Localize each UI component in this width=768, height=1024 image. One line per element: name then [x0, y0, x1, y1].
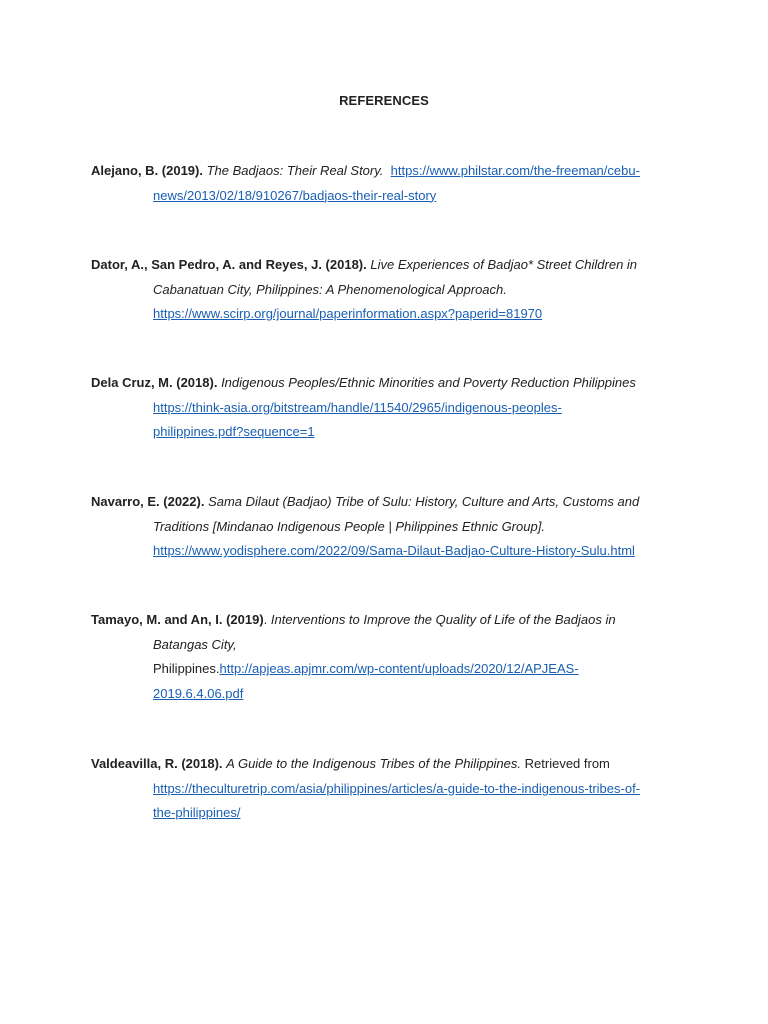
reference-author: Alejano, B. (2019). [91, 163, 203, 178]
reference-link[interactable]: https://www.philstar.com/the-freeman/cebu- [390, 163, 640, 178]
reference-author: Dela Cruz, M. (2018). [91, 375, 218, 390]
reference-title-continued: Batangas City, [153, 636, 237, 652]
reference-author: Valdeavilla, R. (2018). [91, 756, 223, 771]
reference-title-continued: Traditions [Mindanao Indigenous People | Philippines Ethnic Group]. [153, 518, 545, 534]
reference-author: Tamayo, M. and An, I. (2019) [91, 612, 264, 627]
reference-link-continued[interactable]: 2019.6.4.06.pdf [153, 685, 244, 701]
page-title: REFERENCES [339, 93, 429, 108]
reference-retrieved-from: Retrieved from [524, 756, 610, 771]
reference-author: Dator, A., San Pedro, A. and Reyes, J. (2018). [91, 257, 367, 272]
reference-entry-valdeavilla [91, 752, 681, 826]
reference-title: A Guide to the Indigenous Tribes of the Philippines. [226, 756, 522, 771]
reference-link[interactable]: https://think-asia.org/bitstream/handle/11540/2965/indigenous-peoples- [153, 399, 562, 415]
reference-title: Interventions to Improve the Quality of Life of the Badjaos in [270, 612, 616, 627]
reference-title: Live Experiences of Badjao* Street Children in [370, 257, 638, 272]
reference-entry-tamayo: Tamayo, M. and An, I. (2019). Interventions to Improve the Quality of Life of the Badjaos in Batangas City, Philippines.http://apjeas.apjmr.com/wp-content/uploads/2020/12/APJEAS- 2019.6.4.06.pdf [91, 612, 616, 701]
reference-link[interactable]: https://www.yodisphere.com/2022/09/Sama-Dilaut-Badjao-Culture-History-Sulu.html [153, 543, 635, 558]
reference-title-end: Philippines. [153, 661, 220, 676]
reference-link[interactable]: http://apjeas.apjmr.com/wp-content/uploads/2020/12/APJEAS- [219, 661, 579, 676]
reference-link-continued[interactable]: philippines.pdf?sequence=1 [153, 424, 315, 439]
reference-entry-dator [91, 253, 681, 327]
reference-entry-navarro [91, 490, 681, 564]
reference-title: Indigenous Peoples/Ethnic Minorities and Poverty Reduction Philippines [221, 375, 636, 390]
reference-link-continued[interactable]: the-philippines/ [153, 805, 241, 820]
reference-author: Navarro, E. (2022). [91, 494, 205, 509]
reference-title: Sama Dilaut (Badjao) Tribe of Sulu: History, Culture and Arts, Customs and [208, 494, 640, 509]
reference-title: The Badjaos: Their Real Story. [206, 163, 384, 178]
reference-title-continued: Cabanatuan City, Philippines: A Phenomenological Approach. [153, 281, 507, 297]
reference-entry-alejano [91, 159, 681, 208]
reference-link-continued[interactable]: news/2013/02/18/910267/badjaos-their-real-story [153, 187, 437, 203]
reference-link[interactable]: https://www.scirp.org/journal/paperinformation.aspx?paperid=81970 [153, 306, 543, 321]
reference-link[interactable]: https://theculturetrip.com/asia/philippines/articles/a-guide-to-the-indigenous-tribes-of- [153, 780, 641, 796]
reference-entry-dela-cruz [91, 371, 681, 445]
